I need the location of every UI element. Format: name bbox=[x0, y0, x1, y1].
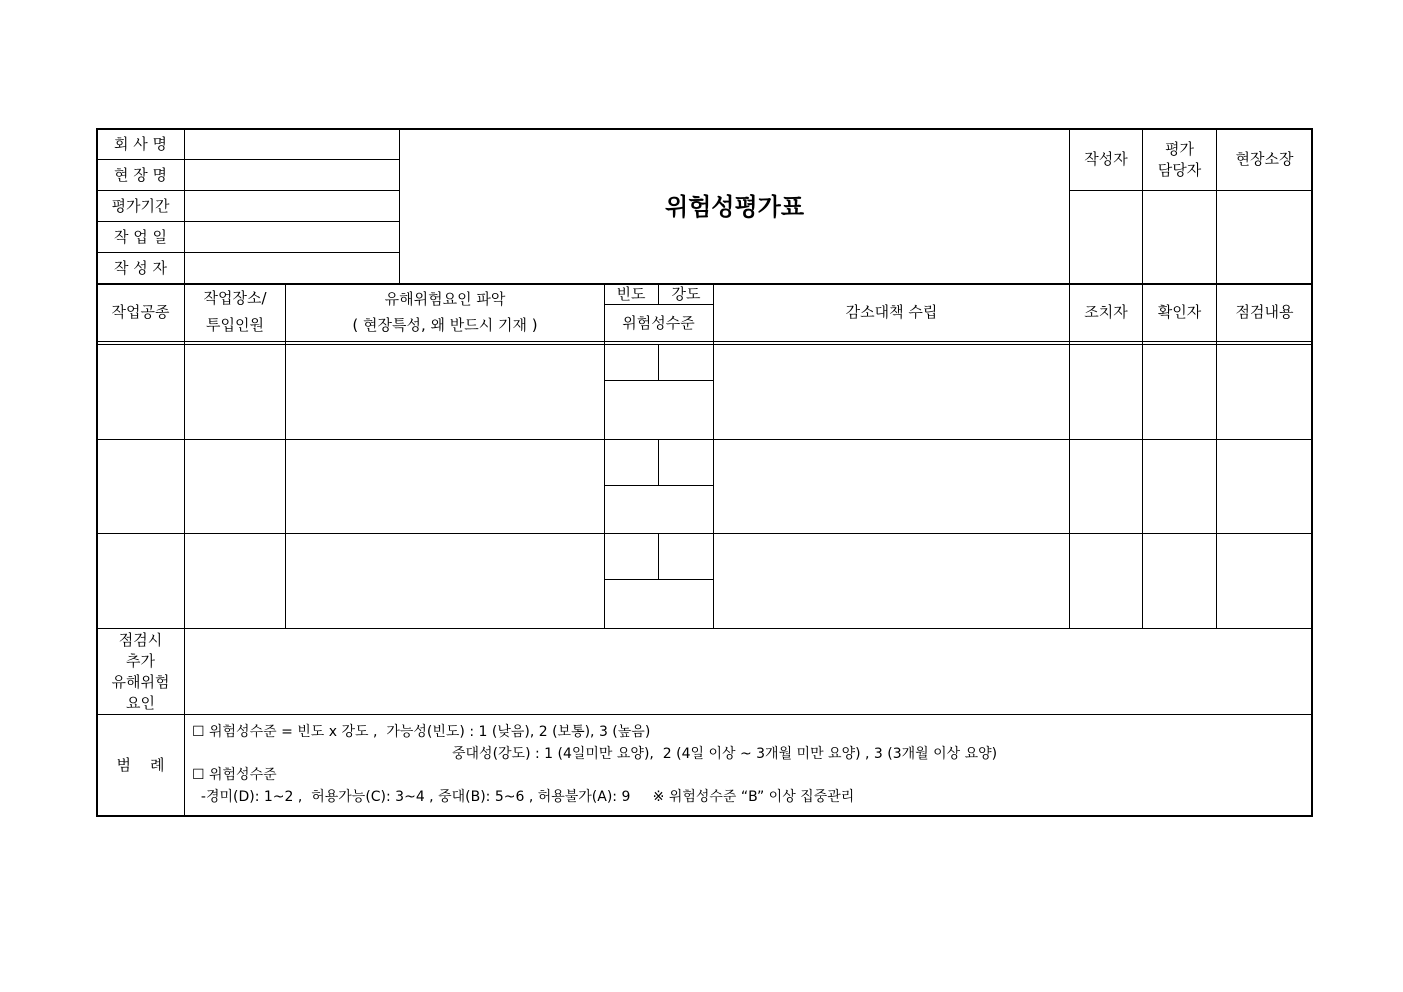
grid-line bbox=[658, 440, 659, 485]
col-hazard-line2: ( 현장특성, 왜 반드시 기재 ) bbox=[352, 315, 538, 334]
signer-writer: 작성자 bbox=[1084, 150, 1128, 168]
grid-line bbox=[97, 533, 1312, 534]
grid-line bbox=[1216, 129, 1217, 628]
legend-line-2: 중대성(강도) : 1 (4일미만 요양), 2 (4일 이상 ~ 3개월 미만 요양) , 3 (3개월 이상 요양) bbox=[452, 746, 998, 762]
grid-line bbox=[97, 714, 1312, 715]
col-severity: 강도 bbox=[671, 284, 701, 303]
legend-label: 범 례 bbox=[116, 755, 165, 774]
label-site: 현 장 명 bbox=[113, 165, 167, 184]
additional-hazard-label: 점검시 추가 유해위험 요인 bbox=[111, 630, 170, 712]
col-process: 작업공종 bbox=[111, 303, 170, 321]
col-risk-level: 위험성수준 bbox=[622, 313, 695, 332]
grid-line bbox=[97, 341, 1312, 342]
col-actor: 조치자 bbox=[1084, 303, 1128, 321]
grid-line bbox=[97, 628, 1312, 629]
grid-line bbox=[658, 534, 659, 579]
col-location-line1: 작업장소/ bbox=[203, 288, 267, 307]
signer-evaluator: 평가 담당자 bbox=[1157, 139, 1202, 179]
label-period: 평가기간 bbox=[111, 196, 170, 215]
grid-line bbox=[1142, 129, 1143, 628]
col-frequency: 빈도 bbox=[616, 284, 646, 303]
col-hazard-line1: 유해위험요인 파악 bbox=[384, 289, 506, 308]
signer-site-manager: 현장소장 bbox=[1235, 150, 1294, 168]
page-title: 위험성평가표 bbox=[664, 191, 805, 221]
grid-line bbox=[97, 344, 1312, 345]
legend-line-4: -경미(D): 1~2 , 허용가능(C): 3~4 , 중대(B): 5~6 , 허용불가(A): 9 ※ 위험성수준 “B” 이상 집중관리 bbox=[192, 789, 855, 805]
col-countermeasure: 감소대책 수립 bbox=[845, 303, 938, 321]
legend-line-1: ☐ 위험성수준 = 빈도 x 강도 , 가능성(빈도) : 1 (낮음), 2 (보통), 3 (높음) bbox=[192, 724, 651, 740]
grid-line bbox=[604, 579, 713, 580]
grid-line bbox=[604, 380, 713, 381]
label-work-date: 작 업 일 bbox=[113, 227, 167, 246]
grid-line bbox=[1069, 129, 1070, 628]
grid-line bbox=[604, 485, 713, 486]
col-inspection: 점검내용 bbox=[1235, 303, 1294, 321]
legend-line-3: ☐ 위험성수준 bbox=[192, 767, 277, 783]
col-confirmer: 확인자 bbox=[1157, 303, 1202, 321]
col-location-line2: 투입인원 bbox=[206, 315, 264, 334]
label-writer: 작 성 자 bbox=[113, 258, 167, 277]
grid-line bbox=[658, 345, 659, 380]
grid-line bbox=[1069, 190, 1312, 191]
label-company: 회 사 명 bbox=[113, 134, 167, 153]
grid-line bbox=[97, 439, 1312, 440]
